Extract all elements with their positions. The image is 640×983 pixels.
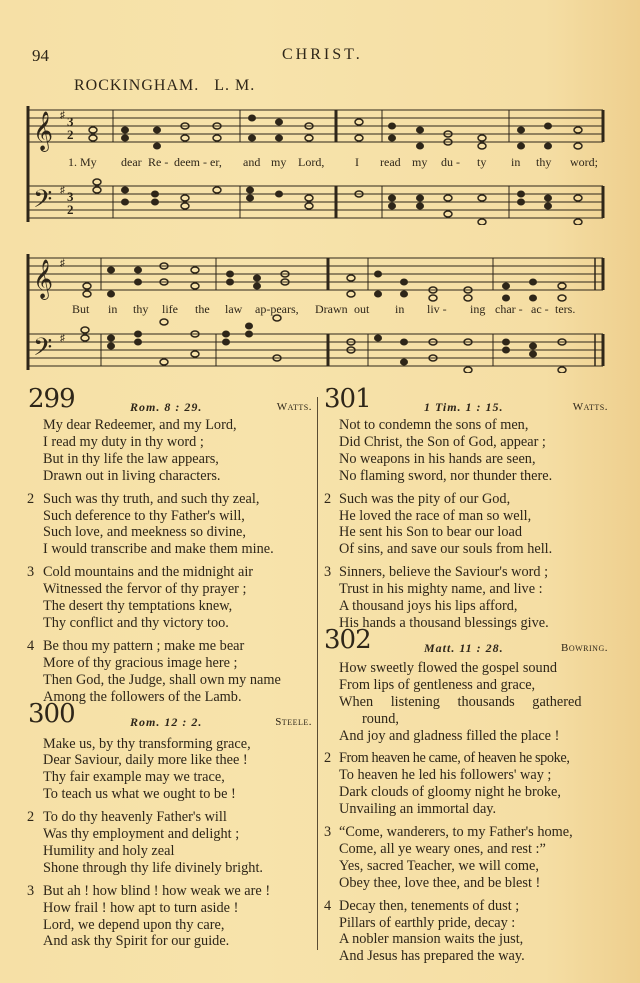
verse-line: Lord, we depend upon thy care, xyxy=(43,916,225,933)
hymn-number: 302 xyxy=(324,624,371,655)
verse-line: Such was the pity of our God, xyxy=(339,490,511,507)
verse-line: Trust in his mighty name, and live : xyxy=(339,581,543,598)
verse-line: Decay then, tenements of dust ; xyxy=(339,897,520,914)
scripture-reference: 1 Tim. 1 : 15. xyxy=(424,400,504,414)
stanza-3 xyxy=(22,883,314,951)
tune-name: ROCKINGHAM. xyxy=(74,77,200,94)
music-system-2 xyxy=(25,248,610,373)
svg-text:♯: ♯ xyxy=(60,333,65,344)
verse-line: His hands a thousand blessings give. xyxy=(339,614,549,631)
stanza-number: 2 xyxy=(324,750,332,767)
verse-line: Obey thee, love thee, and be blest ! xyxy=(339,874,541,891)
svg-text:♯: ♯ xyxy=(60,110,65,121)
lyrics-line-2: But in thy life the law ap-pears, Drawn out in liv - ing char - ac - ters. xyxy=(72,302,576,316)
verse-line: Unvailing an immortal day. xyxy=(339,801,497,818)
left-column xyxy=(22,384,314,956)
hymn-author: Watts. xyxy=(276,401,312,413)
stanza-number: 3 xyxy=(27,882,35,899)
stanza-2 xyxy=(22,809,314,877)
stanza-3 xyxy=(22,564,314,632)
verse-line: Such was thy truth, and such thy zeal, xyxy=(43,490,260,507)
verse-line: But ah ! how blind ! how weak we are ! xyxy=(43,882,271,899)
verse-line: Pillars of earthly pride, decay : xyxy=(339,914,516,931)
section-title: CHRIST. xyxy=(282,46,363,63)
hymn-header xyxy=(22,384,314,417)
hymn-header xyxy=(22,698,314,736)
hymn-301 xyxy=(324,384,616,632)
verse-line: Was thy employment and delight ; xyxy=(43,826,240,843)
scripture-reference: Matt. 11 : 28. xyxy=(424,640,504,655)
hymn-number: 301 xyxy=(324,384,371,414)
stanza-1 xyxy=(22,417,314,485)
stanza-number: 3 xyxy=(324,564,332,581)
svg-text:𝄞: 𝄞 xyxy=(33,259,54,299)
verse-line: When listening thousands gathered xyxy=(339,693,582,710)
verse-line: Yes, sacred Teacher, we will come, xyxy=(339,857,539,874)
hymn-header xyxy=(324,384,616,417)
verse-line: How frail ! how apt to turn aside ! xyxy=(43,899,239,916)
verse-line: More of thy gracious image here ; xyxy=(43,654,238,671)
hymn-number: 300 xyxy=(28,698,75,729)
svg-text:2: 2 xyxy=(67,202,74,217)
verse-line: And ask thy Spirit for our guide. xyxy=(43,933,230,950)
svg-text:3: 3 xyxy=(67,114,74,129)
svg-text:2: 2 xyxy=(67,127,74,142)
verse-line: And joy and gladness filled the place ! xyxy=(339,727,560,744)
hymn-302 xyxy=(324,624,616,965)
verse-line: Thy fair example may we trace, xyxy=(43,769,225,786)
stanza-2 xyxy=(22,491,314,559)
svg-text:𝄞: 𝄞 xyxy=(33,111,54,151)
verse-line: Such deference to thy Father's will, xyxy=(43,507,245,524)
verse-line: From lips of gentleness and grace, xyxy=(339,676,536,693)
verse-line: Did Christ, the Son of God, appear ; xyxy=(339,433,546,450)
verse-line: Such love, and meekness so divine, xyxy=(43,524,246,541)
column-divider xyxy=(317,397,318,950)
verse-line: Then God, the Judge, shall own my name xyxy=(43,671,281,688)
stanza-3 xyxy=(324,824,616,892)
verse-line: A thousand joys his lips afford, xyxy=(339,598,518,615)
verse-line: Dark clouds of gloomy night he broke, xyxy=(339,784,561,801)
verse-line: Come, all ye weary ones, and rest :” xyxy=(339,840,546,857)
verse-line: And Jesus has prepared the way. xyxy=(339,948,525,965)
hymn-author: Steele. xyxy=(275,715,312,728)
stanza-4 xyxy=(324,898,616,966)
verse-line: Witnessed the fervor of thy prayer ; xyxy=(43,581,247,598)
verse-line: A nobler mansion waits the just, xyxy=(339,931,524,948)
svg-text:♯: ♯ xyxy=(60,258,65,269)
svg-text:♯: ♯ xyxy=(60,185,65,196)
verse-line: The desert thy temptations knew, xyxy=(43,598,233,615)
verse-line: But in thy life the law appears, xyxy=(43,450,219,467)
verse-line: Make us, by thy transforming grace, xyxy=(43,735,251,752)
verse-line: Of sins, and save our souls from hell. xyxy=(339,541,553,558)
stanza-number: 3 xyxy=(27,564,35,581)
verse-line: To teach us what we ought to be ! xyxy=(43,786,236,803)
verse-line: He sent his Son to bear our load xyxy=(339,524,523,541)
hymn-header xyxy=(324,624,616,660)
verse-line: Dear Saviour, daily more like thee ! xyxy=(43,752,248,769)
hymn-299 xyxy=(22,384,314,706)
verse-line: Among the followers of the Lamb. xyxy=(43,688,242,705)
verse-line: From heaven he came, of heaven he spoke, xyxy=(339,750,570,767)
verse-line: Shone through thy life divinely bright. xyxy=(43,859,263,876)
stanza-1 xyxy=(324,417,616,485)
hymn-author: Bowring. xyxy=(561,641,608,654)
stanza-2 xyxy=(324,750,616,818)
stanza-3 xyxy=(324,564,616,632)
verse-line: “Come, wanderers, to my Father's home, xyxy=(339,824,573,841)
scripture-reference: Rom. 12 : 2. xyxy=(130,714,203,729)
stanza-4 xyxy=(22,638,314,706)
svg-text:3: 3 xyxy=(67,189,74,204)
lyrics-line-1: 1. My dear Re - deem - er, and my Lord, I read my du - ty in thy word; xyxy=(68,155,598,169)
verse-line: I read my duty in thy word ; xyxy=(43,433,204,450)
tune-meter: L. M. xyxy=(214,77,256,94)
stanza-2 xyxy=(324,491,616,559)
tune-title xyxy=(74,77,255,95)
hymn-number: 299 xyxy=(28,384,75,414)
stanza-1 xyxy=(324,660,616,745)
page-number: 94 xyxy=(32,46,49,65)
stanza-1 xyxy=(22,736,314,804)
right-column xyxy=(324,384,616,971)
verse-line: To do thy heavenly Father's will xyxy=(43,809,227,826)
scripture-reference: Rom. 8 : 29. xyxy=(130,400,203,414)
verse-line: He loved the race of man so well, xyxy=(339,507,532,524)
verse-line: My dear Redeemer, and my Lord, xyxy=(43,417,237,433)
hymn-author: Watts. xyxy=(572,401,608,413)
verse-line: Drawn out in living characters. xyxy=(43,467,221,484)
svg-text:𝄢: 𝄢 xyxy=(33,185,53,220)
svg-text:𝄢: 𝄢 xyxy=(33,333,53,368)
verse-line: Sinners, believe the Saviour's word ; xyxy=(339,564,549,581)
verse-line: No flaming sword, nor thunder there. xyxy=(339,467,553,484)
verse-line: Not to condemn the sons of men, xyxy=(339,417,529,433)
verse-line: I would transcribe and make them mine. xyxy=(43,541,274,558)
verse-line: To heaven he led his followers' way ; xyxy=(339,767,552,784)
verse-line: Cold mountains and the midnight air xyxy=(43,564,254,581)
verse-line: Thy conflict and thy victory too. xyxy=(43,614,229,631)
running-head xyxy=(0,46,640,66)
stanza-number: 4 xyxy=(324,897,332,914)
verse-line: Be thou my pattern ; make me bear xyxy=(43,637,245,654)
stanza-number: 2 xyxy=(27,809,35,826)
hymn-300 xyxy=(22,698,314,951)
verse-line: No weapons in his hands are seen, xyxy=(339,450,536,467)
music-system-1 xyxy=(25,100,610,225)
verse-line-continuation: round, xyxy=(362,710,399,727)
verse-line: How sweetly flowed the gospel sound xyxy=(339,659,557,676)
verse-line: Humility and holy zeal xyxy=(43,842,175,859)
stanza-number: 2 xyxy=(27,490,35,507)
stanza-number: 2 xyxy=(324,490,332,507)
stanza-number: 3 xyxy=(324,824,332,841)
stanza-number: 4 xyxy=(27,637,35,654)
